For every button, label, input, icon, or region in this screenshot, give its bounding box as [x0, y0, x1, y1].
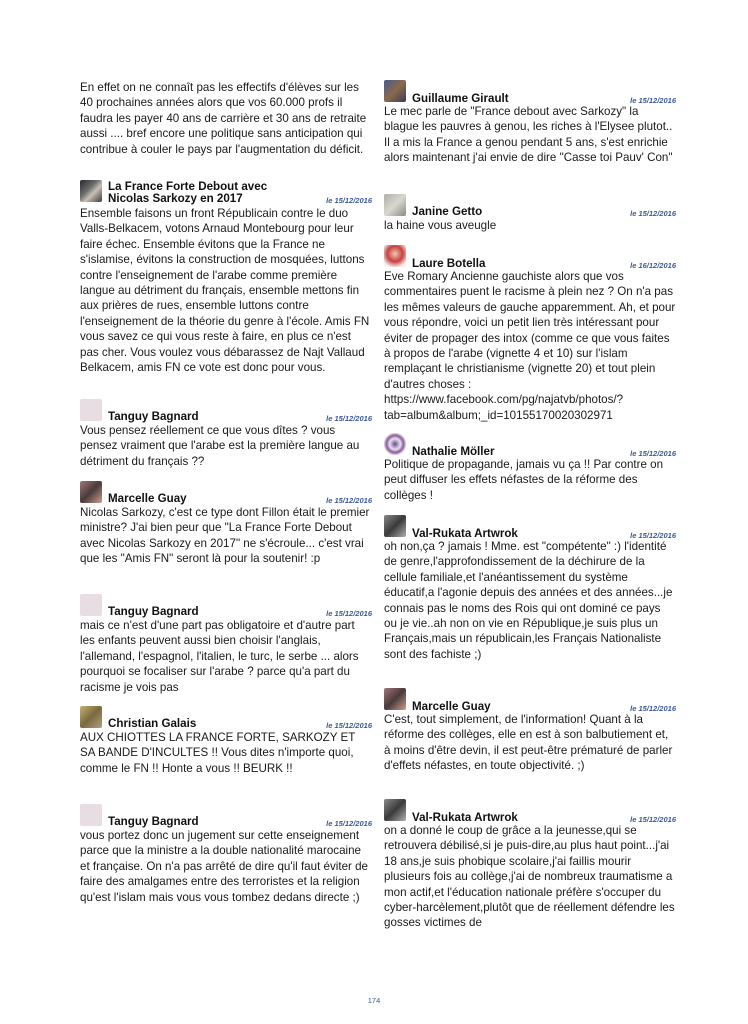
author-name: Guillaume Girault: [412, 92, 509, 105]
post-date: le 15/12/2016: [630, 704, 676, 713]
comment-post: [80, 481, 372, 567]
profile-photo-icon: [80, 706, 102, 728]
post-date: le 15/12/2016: [326, 414, 372, 423]
comment-text: Eve Romary Ancienne gauchiste alors que vos commentaires puent le racisme à plein nez ? On n'a pas les mêmes valeurs de gauche apparemment. Ah, et pour vous répondre, voici un petit lien très intéressant pour éviter de propager des intox (comme ce que vous faites à propos de l'arabe (vignette 4 et 10) sur l'islam remplaçant le christianisme (vignette 20) et tout plein d'autres choses : https://www.facebook.com/pg/najatvb/photos/?tab=album&album;_id=10155170020302971: [384, 270, 676, 422]
comment-text: oh non,ça ? jamais ! Mme. est "compétente" :) l'identité de genre,l'approfondissement de la déchirure de la cellule familiale,et l'anéantissement du système éducatif,a l'agonie depuis des années et des années...je connais pas le noms des Rois qui ont dominé ce pays ou je vie..ah non on vie en République,je suis plus un Français,mais un républicain,les Français Nationaliste sont des fachiste ;): [384, 540, 673, 661]
author-name: Laure Botella: [412, 257, 486, 270]
comment-post: [384, 799, 676, 931]
comment-text: la haine vous aveugle: [384, 219, 497, 232]
comment-text: AUX CHIOTTES LA FRANCE FORTE, SARKOZY ET SA BANDE D'INCULTES !! Vous dites n'importe quoi, comme le FN !! Honte a vous !! BEURK !!: [80, 731, 356, 775]
profile-photo-icon: [80, 481, 102, 503]
author-name: Janine Getto: [412, 205, 483, 218]
author-name-line1: La France Forte Debout avec: [108, 180, 268, 193]
author-name-line2: Nicolas Sarkozy en 2017: [108, 192, 243, 205]
page-number: 174: [367, 996, 381, 1005]
author-name: Tanguy Bagnard: [108, 815, 199, 828]
post-date: le 15/12/2016: [630, 815, 676, 824]
author-name: Marcelle Guay: [108, 492, 187, 505]
profile-photo-icon: [384, 515, 406, 537]
sarkozy-photo-icon: [80, 180, 102, 202]
comment-post: [384, 515, 676, 662]
comment-text: on a donné le coup de grâce a la jeunesse,qui se retrouvera débilisé,si je puis-dire,au plus haut point...j'ai 18 ans,je suis phobique scolaire,j'ai faillis mourir plusieurs fois au collège,j'ai de nombreux traumatisme a mon actif,et l'éducation nationale préfère s'occuper du cyber-harcèlement,plutôt que de réellement défendre les gosses victimes de: [384, 824, 675, 930]
decorative-pattern-icon: [384, 433, 406, 455]
profile-photo-icon: [384, 80, 406, 102]
post-date: le 15/12/2016: [326, 196, 372, 205]
post-date: le 15/12/2016: [630, 209, 676, 218]
author-name: Tanguy Bagnard: [108, 605, 199, 618]
default-avatar-icon: [80, 399, 102, 421]
post-date: le 16/12/2016: [630, 261, 676, 270]
comment-post: [80, 180, 372, 375]
comment-post: [384, 433, 676, 503]
post-date: le 15/12/2016: [326, 819, 372, 828]
post-date: le 15/12/2016: [630, 96, 676, 105]
comment-text: C'est, tout simplement, de l'information! Quant à la réforme des collèges, elle en est à son balbutiement et, à moins d'être devin, il est peut-être prématuré de parler d'effets néfastes, en toute objectivité. ;): [384, 713, 673, 773]
post-date: le 15/12/2016: [326, 496, 372, 505]
comment-text: Le mec parle de "France debout avec Sarkozy" la blague les pauvres à genou, les riches à l'Elysee plutot.. Il a mis la France a genou pendant 5 ans, s'est enrichie alors maintenant j'ai envie de dire "Casse toi Pauv' Con": [384, 105, 673, 165]
profile-photo-icon: [384, 194, 406, 216]
author-name: Val-Rukata Artwrok: [412, 811, 518, 824]
comment-post: [384, 80, 676, 166]
default-avatar-icon: [80, 804, 102, 826]
default-avatar-icon: [80, 594, 102, 616]
comment-post: [384, 688, 676, 774]
post-date: le 15/12/2016: [630, 531, 676, 540]
profile-photo-icon: [384, 688, 406, 710]
author-name: Marcelle Guay: [412, 700, 491, 713]
post-date: le 15/12/2016: [326, 609, 372, 618]
post-date: le 15/12/2016: [630, 449, 676, 458]
author-name: Christian Galais: [108, 717, 197, 730]
post-date: le 15/12/2016: [326, 721, 372, 730]
profile-photo-icon: [384, 245, 406, 267]
comment-text: Politique de propagande, jamais vu ça !! Par contre on peut diffuser les effets néfastes de la réforme des collèges !: [384, 458, 664, 502]
comment-post: [80, 804, 372, 905]
author-name: Tanguy Bagnard: [108, 410, 199, 423]
comment-text: Nicolas Sarkozy, c'est ce type dont Fillon était le premier ministre? J'ai bien peur que "La France Forte Debout avec Nicolas Sarkozy en 2017" ne s'écroule... c'est vrai que les "Amis FN" seront là pour la soutenir! :p: [80, 506, 370, 566]
comment-text: vous portez donc un jugement sur cette enseignement parce que la ministre a la double nationalité marocaine et française. On n'a pas arrêté de dire qu'il faut éviter de faire des amalgames entre des terroristes et la religion qu'est l'islam mais vous vous tombez dedans directe ;): [80, 829, 368, 904]
author-name: Nathalie Möller: [412, 445, 495, 458]
comment-post: [80, 594, 372, 695]
comment-post: [384, 194, 676, 233]
comment-text: Ensemble faisons un front Républicain contre le duo Valls-Belkacem, votons Arnaud Montebourg pour leur faire échec. Ensemble évitons que la France ne s'islamise, évitons la construction de mosquées, luttons contre l'enseignement de l'arabe comme première langue au détriment du français, ensemble mettons fin aux prières de rues, ensemble luttons contre l'enseignement de la théorie du genre à l'école. Amis FN vous savez ce qui vous reste à faire, en plus ce n'est pas cher. Vous voulez vous débarassez de Najt Vallaud Belkacem, amis FN ce vote est donc pour vous.: [80, 207, 370, 375]
comment-post: [384, 245, 676, 423]
comment-post: [80, 706, 372, 776]
profile-photo-icon: [384, 799, 406, 821]
intro-paragraph: En effet on ne connaît pas les effectifs d'élèves sur les 40 prochaines années alors que vos 60.000 profs il faudra les payer 40 ans de carrière et 30 ans de retraite aussi .... bref encore une politique sans anticipation qui contribue à couler le pays par l'augmentation du déficit.: [80, 81, 367, 156]
comment-text: mais ce n'est d'une part pas obligatoire et d'autre part les enfants peuvent aussi bien choisir l'anglais, l'allemand, l'espagnol, l'italien, le turc, le serbe ... alors pourquoi se focaliser sur l'arabe ? parce qu'a part du racisme je vois pas: [80, 619, 359, 694]
author-name: Val-Rukata Artwrok: [412, 527, 518, 540]
comment-text: Vous pensez réellement ce que vous dîtes ? vous pensez vraiment que l'arabe est la première langue au détriment du français ??: [80, 424, 360, 468]
comment-post: [80, 399, 372, 469]
